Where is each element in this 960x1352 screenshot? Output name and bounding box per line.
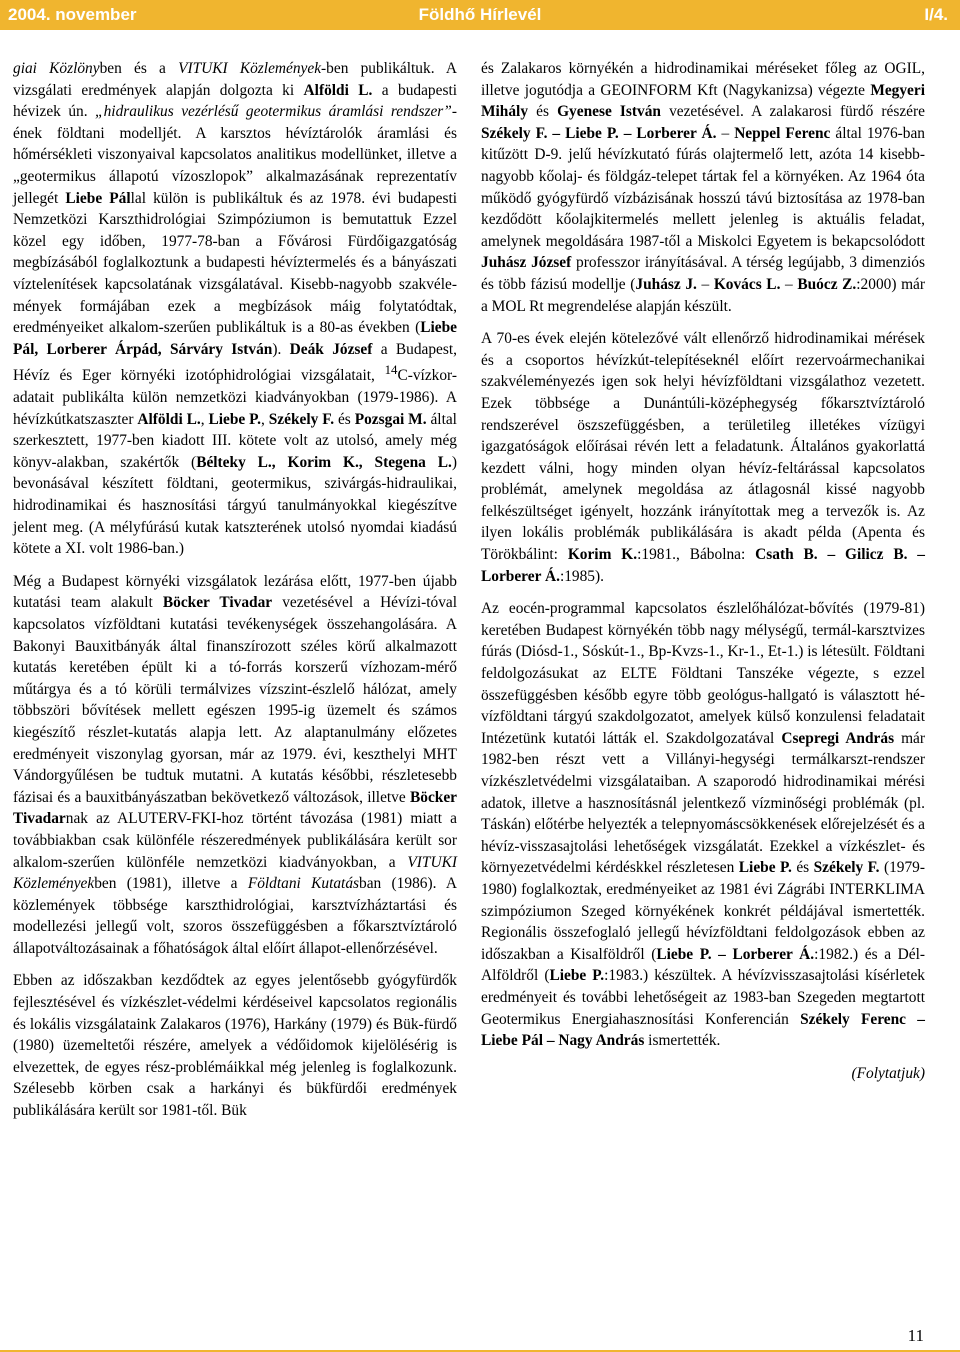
bold-name: Alföldi L. (137, 410, 201, 428)
text-run: , (200, 410, 209, 428)
header-date: 2004. november (8, 5, 137, 24)
paragraph (13, 58, 457, 560)
italic-text: VITUKI Közlemények (13, 853, 457, 893)
bold-name: Buócz Z. (797, 275, 857, 293)
text-run: C-vízkor-adatait publikálta külön nemzetközi kiadványokban (1979-1986). A hévízkútkatszaszter (13, 367, 457, 428)
text-run: ben (1981), illetve a (94, 875, 248, 893)
italic-text: Földtani Kutatás (247, 875, 360, 893)
paragraph (481, 328, 925, 587)
text-run: (1979-1980) foglalkoztak, eredményeiket az 1981 évi Zágrábi INTERKLIMA szimpóziumon Szeged környékének konkrét példájával ismertették. Regionális összefoglaló jellegű hévízföldtani feldolgozások ebben az időszakban a Kisalföldről ( (481, 859, 925, 963)
text-run: Ebben az időszakban kezdődtek az egyes jelentősebb gyógyfürdők fejlesztésével és vízkészlet-védelmi kérdéseivel kapcsolatos regionális és lokális vizsgálataink Zalakaros (1976), Harkány (1979) és Bük-fürdő (1980) üzemeltetői részére, amelyek a védőidomok kijelölésérig is elvezettek, de egyes rész-problémáikkal még jelenleg is foglalkozunk. Szélesebb körben csak a harkányi és bükfürdői eredmények publikálására került sor 1981-től. Bük (13, 972, 457, 1120)
bold-name: Székely Ferenc – Liebe Pál – Nagy András (481, 1010, 925, 1050)
italic-text: „hidraulikus vezérlésű geotermikus áramlási rendszer” (95, 103, 452, 121)
bold-name: Csepregi András (781, 729, 895, 747)
text-run: már 1982-ben részt vett a Villányi-hegységi termálkarszt-rendszer vízkészletvédelmi vizsgálataiban. A szaporodó hidrodinamikai mérési adatok, illetve a hasznosításnál jelentkező vízminőségi problémák (pl. Táskán) előtérbe helyezték a telepnyomáscsökkenések előrejelzését és a hévíz-visszasajtolási lehetőségek vizsgálatát. Ezekkel a vízkészlet- és környezetvédelmi kérdéskkel részletesen (481, 729, 925, 877)
text-run: a budapesti hévizek ún. (13, 81, 457, 121)
text-run: -ben publikáltuk. A vizsgálati eredmények alapján dolgozta ki (13, 60, 458, 99)
text-run: ban (1986). A közlemények többsége karszthidrológiai, karsztvízháztartási és modellezési jellegű volt, szoros összefüggésben a főkarsztvíztároló állapotváltozásainak a főhatóságok által előírt állapot-ellenőrzésével. (13, 875, 457, 957)
bold-name: Korim K. (567, 546, 638, 564)
bold-name: Juhász J. (635, 275, 697, 293)
text-run: A 70-es évek elején kötelezővé vált ellenőrző hidrodinamikai mérések és a csoportos hévízkút-telepítéseknél előírt rezervoármechanikai szakvéleményezés igen sok helyi hévízföldtani vizsgálathoz vezetett. Ezek többsége a Dunántúli-középhegység főkarsztvíztároló rendszerével öszszefüggésben, a területileg illetékes vízügyi igazgatóságok előírásai révén lett a feladatunk. Általános gyakorlattá kezdett válni, hogy minden olyan hévíz-feltárással kapcsolatos problémát, amelynek megoldása az átlagosnál kissé nagyobb felkészültséget igényelt, hozzánk irányítottak meg a tervezők is. Az ilyen lokális problémák publikálására is akadt példa (Apenta és Törökbálint: (481, 330, 925, 564)
text-run: professzor irányításával. A térség legújabb, 3 dimenziós és több fázisú modellje ( (481, 254, 925, 293)
text-run: :1982.) és a Dél-Alföldről ( (481, 945, 925, 985)
header-title: Földhő Hírlevél (418, 5, 542, 24)
page-number: 11 (907, 1326, 924, 1345)
text-run: ) bevonásával készített földtani, geotermikus, szivárgás-hidraulikai, hidrodinamikai és hasznosítási tárgyú tanulmányokkal kiegészítve jelent meg. (A mélyfúrású kutak katszterének utolsó nyomdai kiadású kötete a XI. volt 1986-ban.) (13, 453, 457, 558)
bold-name: Liebe P. (738, 859, 792, 877)
bold-name: Csath B. – Gilicz B. – Lorberer Á. (481, 546, 926, 585)
text-run: és Zalakaros környékén a hidrodinamikai méréseket főleg az OGIL, illetve jogutódja a GEOINFORM Kft (Nagykanizsa) végezte (481, 60, 925, 99)
header-bar (0, 0, 960, 30)
bold-name: Megyeri Mihály (481, 81, 925, 121)
continued-note: (Folytatjuk) (851, 1064, 925, 1082)
text-run: :1983.) készültek. A hévízvisszasajtolási kísérletek eredményeit és további lehetőségeit az 1983-ban Szegeden megtartott Geotermikus Energiahasznosítási Konferencián (481, 967, 925, 1028)
superscript: 14 (384, 363, 398, 378)
bold-name: Liebe Pál (65, 189, 131, 207)
text-run: és (791, 859, 814, 877)
text-run: – (780, 275, 798, 293)
text-run: és (334, 410, 355, 428)
text-run: Még a Budapest környéki vizsgálatok lezárása előtt, 1977-ben újabb kutatási team alakult (13, 572, 457, 612)
text-run: által szerkesztett, 1977-ben kiadott III. kötete volt az utolsó, amely még könyv-alakban, szakértők ( (13, 410, 457, 471)
text-run: :1981., Bábolna: (637, 546, 756, 564)
bold-name: Liebe P. (208, 410, 261, 428)
text-run: és (528, 103, 558, 121)
right-column (481, 58, 925, 1095)
text-run: a Budapest, Hévíz és Eger környéki izotóphidrológiai vizsgálatait, (13, 340, 457, 385)
text-run: lal külön is publikáltuk és az 1978. évi budapesti Nemzetközi Karszthidrológiai Szimpóziumon is bemutattuk Ezzel közel egy időben, 1977-78-ban a Fővárosi Fürdőigazgatóság megbízásából foglalkoztunk a budapesti hévíztermelés és a bányászati víztelenítések kapcsolatának vizsgálatával. Kisebb-nagyobb szakvélemények formájában ezek a megbízások máig folytatódtak, eredményeiket alkalom-szerűen publikáltuk is a 80-as években ( (13, 189, 458, 337)
left-column (13, 58, 457, 1133)
text-run: – (696, 275, 714, 293)
bold-name: Bélteky L., Korim K., Stegena L. (196, 453, 452, 471)
text-run: Az eocén-programmal kapcsolatos észlelőhálózat-bővítés (1979-81) keretében Budapest környékén több nagy mélységű, termál-karsztvizes fúrás (Diósd-1., Sóskút-1., Bp-Kvzs-1., Kr-1., Et-1.) is létesült. Földtani feldolgozásukat az ELTE Földtani Tanszéke végezte, s ezzel összefüggésben később egyre több geológus-hallgató is választott hévízföldtani tárgyú szakdolgozatot, amelyek külső konzulensi feladatait Intézetünk kutatói látták el. Szakdolgozatával (481, 600, 925, 747)
text-run: -ének földtani modelljét. A karsztos hévíztárolók áramlási és hőmérsékleti viszonyaival kapcsolatos analitikus modellünket, illetve a „geotermikus állapotú vízoszlopok” alkalmazásának reprezentatív jellegét (13, 103, 457, 207)
bold-name: Liebe P. – Lorberer Á. (656, 945, 815, 963)
italic-text: VITUKI Közlemények (178, 60, 322, 77)
header-issue: I/4. (924, 5, 948, 24)
text-run: ). (272, 340, 290, 358)
bold-name: Alföldi L. (303, 81, 373, 99)
bold-name: Gyenese István (557, 103, 661, 121)
bold-name: Böcker Tivadar (162, 594, 273, 612)
bold-name: Pozsgai M. (354, 410, 427, 428)
text-run: által 1976-ban kitűzött D-9. jelű hévízkutató fúrás olajtermelő lett, azóta 14 kisebb-nagyobb kőolaj- és földgáz-telepet tártak fel a környéken. Az 1964 óta működő gyógyfürdő vízbázisának hosszú távú biztosítása az 1978-ban kezdődött kőolajkitermelés mellett jelenleg is aktuális feladat, amelynek megoldására 1987-től a Miskolci Egyetem is bekapcsolódott (481, 124, 925, 250)
text-run: nak az ALUTERV-FKI-hoz történt távozása (1981) miatt a továbbiakban csak különféle részeredmények publikálására került sor alkalom-szerűen különféle nemzetközi kiadványokban, a (13, 810, 457, 871)
text-run: – (716, 124, 735, 142)
paragraph (13, 970, 457, 1121)
bold-name: Liebe P. (549, 967, 605, 985)
paragraph (481, 598, 925, 1051)
text-run: :2000) már a MOL Rt megrendelése alapján készült. (481, 275, 926, 315)
text-run: vezetésével a Hévízi-tóval kapcsolatos vízföldtani kutatási tevékenységek összehangolására. A Bakonyi Bauxitbányák által finanszírozott széles körű alkalmazott kutatás keretében épült ki a tó-forrás korszerű vízhozam-mérő műtárgya és a tó körüli termálvizes vízszint-észlelő hálózat, amely többszöri bővítések mellett egészen 1995-ig üzemelt és számos kiegészítő részlet-kutatás alapja lett. Az alaptanulmány előzetes eredményeit viszonylag gyorsan, már az 1979. évi, keszthelyi MHT Vándorgyűlésen be tudtuk mutatni. A kutatás későbbi, részletesebb fázisai és a bauxitbányászatban bekövetkező változások, illetve (13, 594, 457, 806)
paragraph (13, 571, 457, 960)
paragraph (481, 58, 925, 317)
bold-name: Böcker Tivadar (13, 788, 457, 828)
text-run: , (261, 410, 269, 428)
bold-name: Neppel Ferenc (734, 124, 831, 142)
bold-name: Kovács L. (713, 275, 781, 293)
italic-text: giai Közlöny (13, 60, 100, 77)
bold-name: Székely F. (268, 410, 335, 428)
bold-name: Deák József (289, 340, 373, 358)
bold-name: Juhász József (481, 254, 572, 272)
text-run: ismertették. (644, 1032, 721, 1050)
bold-name: Liebe Pál, Lorberer Árpád, Sárváry István (13, 319, 457, 358)
bold-name: Székely F. (813, 859, 880, 877)
text-run: ben és a (99, 60, 179, 77)
text-run: vezetésével. A zalakarosi fürdő részére (660, 103, 925, 121)
bold-name: Székely F. – Liebe P. – Lorberer Á. (481, 124, 717, 142)
text-run: :1985). (559, 567, 604, 585)
